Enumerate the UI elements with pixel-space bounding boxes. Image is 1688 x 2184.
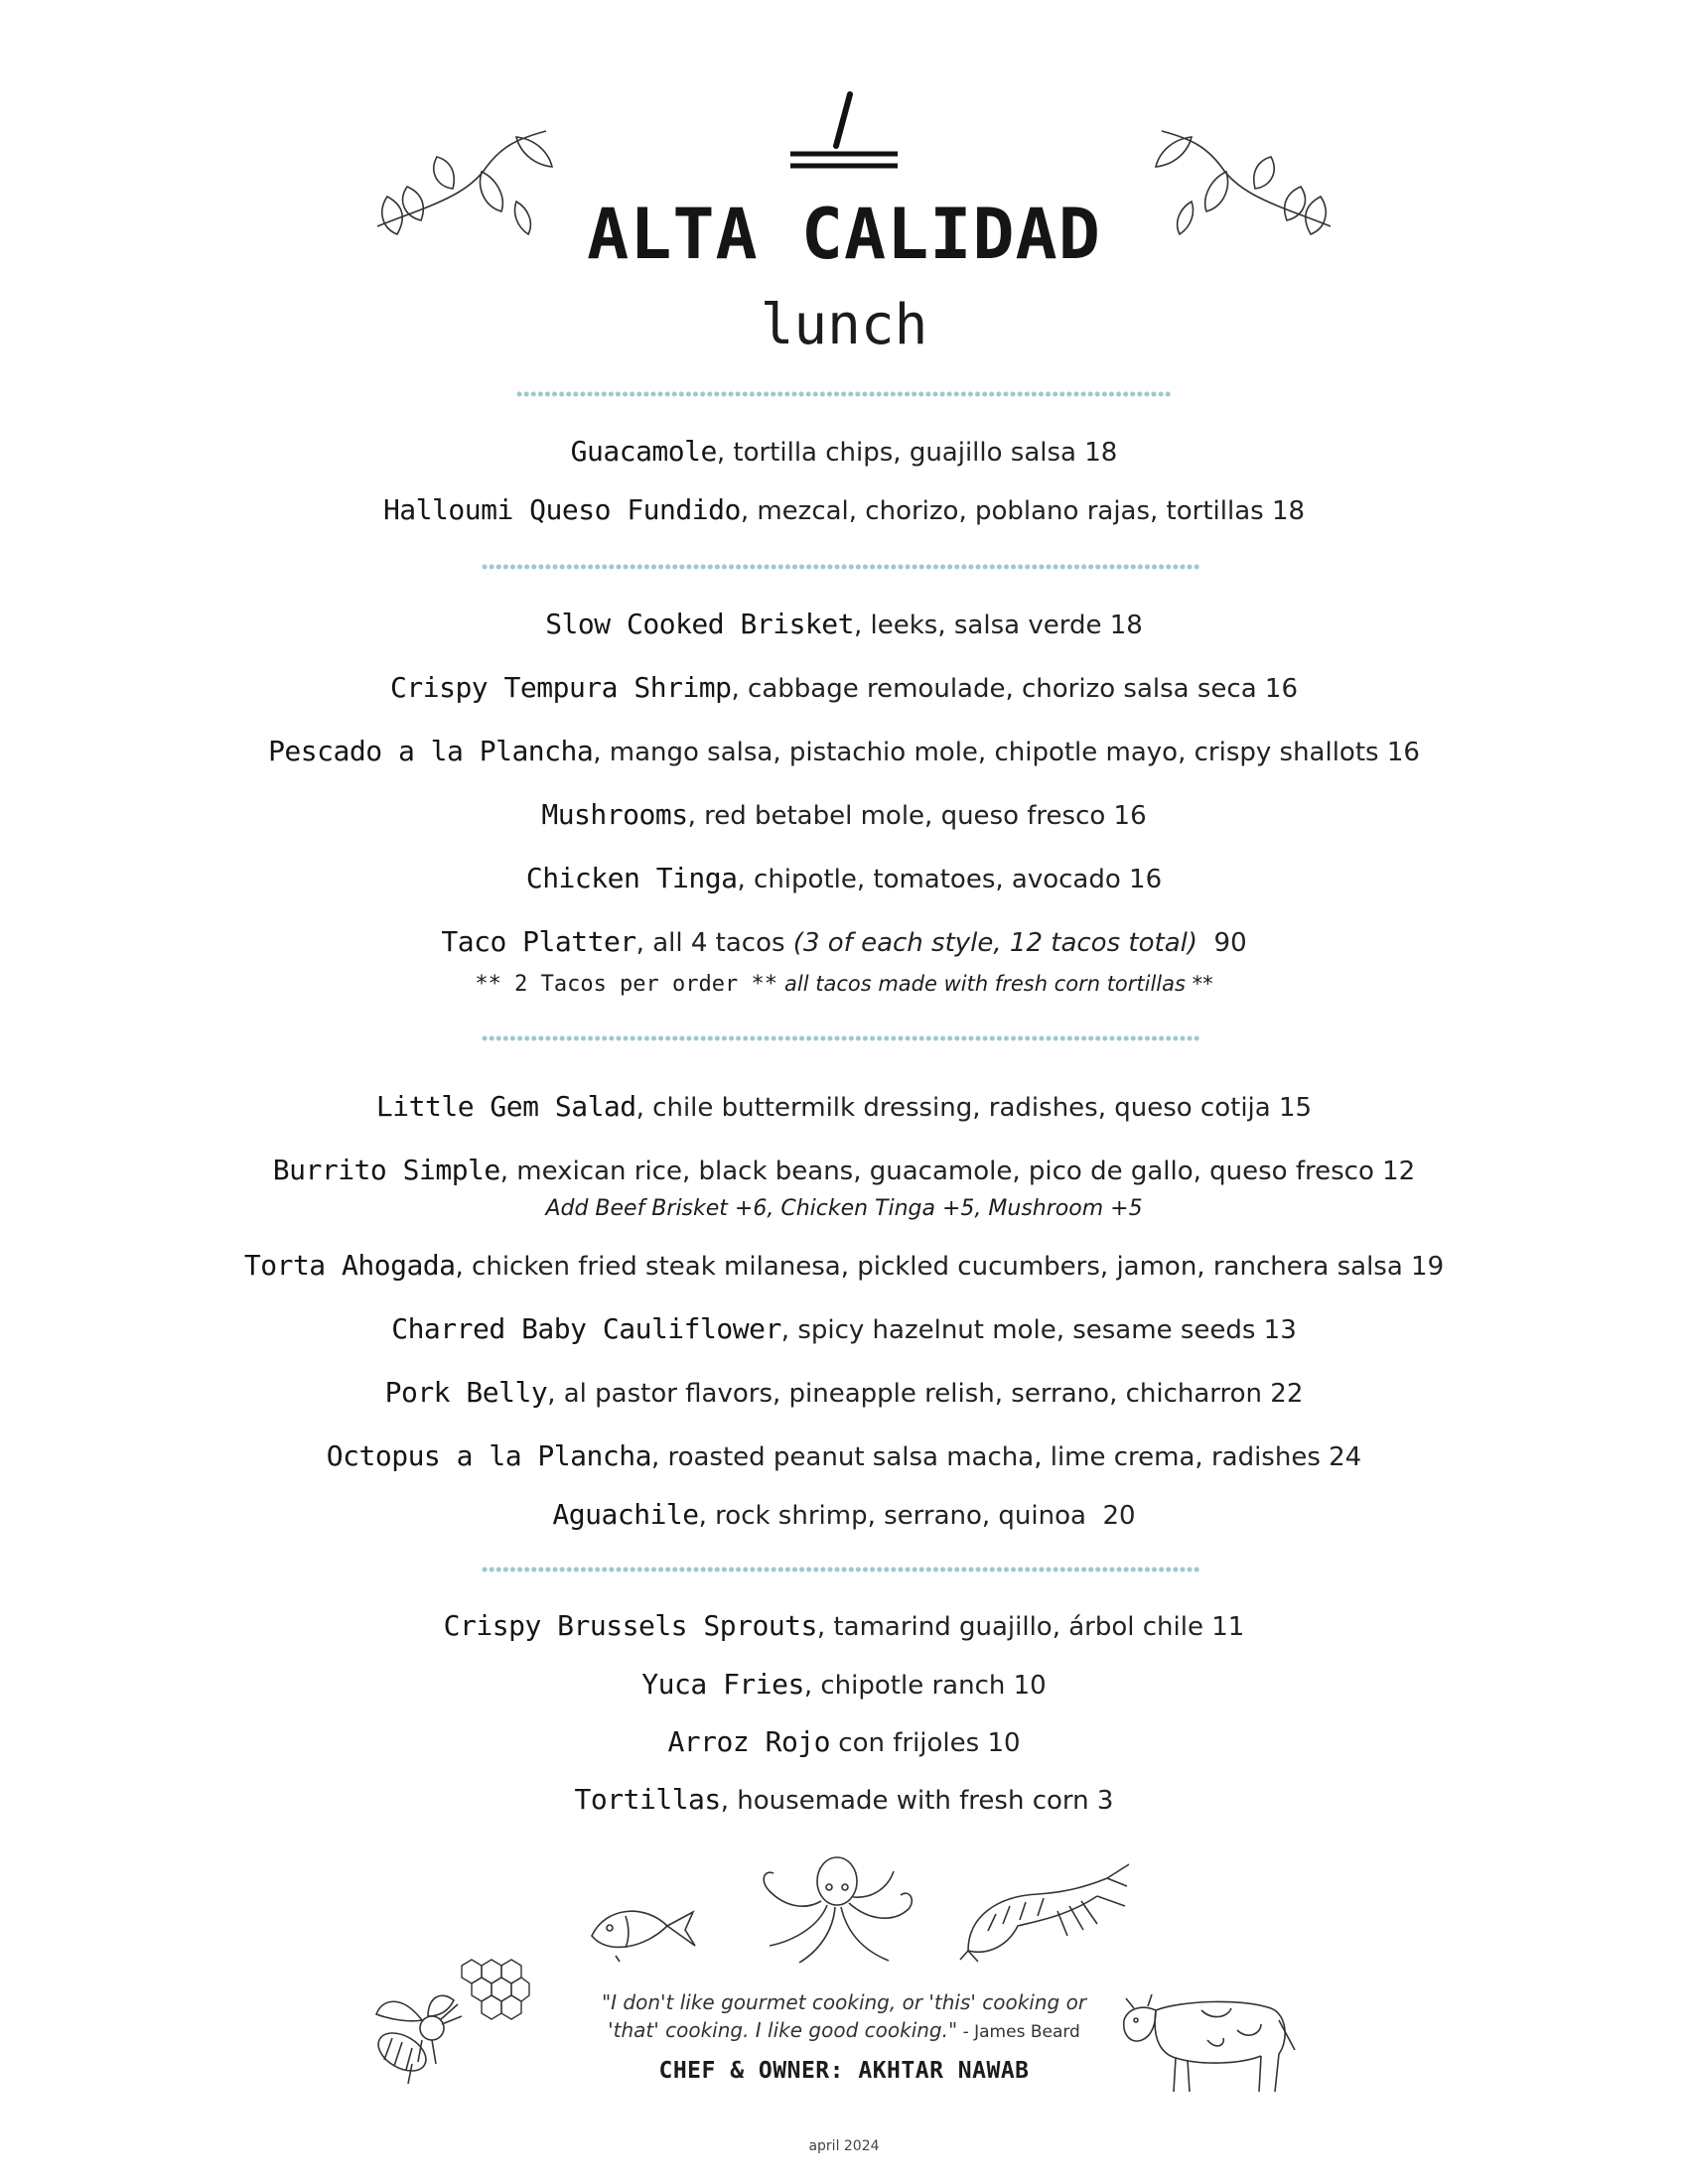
menu-item: [0, 605, 1688, 645]
restaurant-title: ALTA CALIDAD: [587, 194, 1101, 275]
menu-item-name: Chicken Tinga: [525, 862, 738, 894]
menu-item: [0, 1606, 1688, 1647]
menu-item: [0, 795, 1688, 836]
menu-item-name: Little Gem Salad: [375, 1090, 636, 1123]
menu-item-desc: , roasted peanut salsa macha, lime crema, radishes 24: [650, 1442, 1362, 1472]
menu-item-name: Burrito Simple: [272, 1154, 500, 1186]
menu-item: [0, 1087, 1688, 1128]
menu-item: [0, 1309, 1688, 1350]
burrito-addon-note: Add Beef Brisket +6, Chicken Tinga +5, Mushroom +5: [545, 1196, 1143, 1221]
menu-item: [0, 1665, 1688, 1706]
quote-author: - James Beard: [957, 2022, 1080, 2042]
menu-item: [0, 1722, 1688, 1763]
menu-item-name: Pescado a la Plancha: [268, 735, 594, 767]
menu-subtitle: lunch: [760, 293, 928, 357]
menu-item-desc: , all 4 tacos: [635, 928, 793, 958]
menu-item: [0, 490, 1688, 531]
menu-item-name: Pork Belly: [384, 1376, 548, 1409]
menu-item-desc: , red betabel mole, queso fresco 16: [687, 801, 1147, 831]
menu-item-desc: , chile buttermilk dressing, radishes, queso cotija 15: [635, 1093, 1313, 1123]
fish-icon: [586, 1886, 700, 1966]
menu-item-name: Taco Platter: [441, 925, 636, 958]
taco-note: [0, 969, 1688, 1000]
menu-item-desc: , leeks, salsa verde 18: [854, 611, 1143, 640]
menu-item-desc: , housemade with fresh corn 3: [720, 1786, 1114, 1816]
taco-note-tortillas: all tacos made with fresh corn tortillas **: [784, 972, 1213, 996]
menu-item-desc: , cabbage remoulade, chorizo salsa seca 16: [731, 674, 1298, 704]
menu-item-desc: , tamarind guajillo, árbol chile 11: [816, 1612, 1245, 1642]
menu-item-name: Halloumi Queso Fundido: [382, 493, 741, 526]
menu-item-name: Tortillas: [574, 1783, 721, 1816]
chef-owner: CHEF & OWNER: AKHTAR NAWAB: [658, 2058, 1030, 2084]
menu-item-desc: , chicken fried steak milanesa, pickled cucumbers, jamon, ranchera salsa 19: [455, 1252, 1445, 1282]
menu-item-name: Crispy Tempura Shrimp: [390, 671, 732, 704]
menu-item: [0, 1373, 1688, 1414]
divider: [0, 563, 1688, 571]
menu-item: [0, 1246, 1688, 1287]
quote-line-1: "I don't like gourmet cooking, or 'this' cooking or: [601, 1990, 1087, 2014]
quote-line-2: [0, 2016, 1688, 2046]
menu-item-desc: , spicy hazelnut mole, sesame seeds 13: [780, 1315, 1297, 1345]
menu-date: april 2024: [808, 2138, 880, 2154]
menu-item: [0, 732, 1688, 772]
menu-item-name: Guacamole: [570, 435, 717, 468]
divider: [0, 1034, 1688, 1042]
quote-line-2-text: 'that' cooking. I like good cooking.": [608, 2018, 958, 2042]
menu-item-desc: con frijoles 10: [830, 1728, 1021, 1758]
menu-item: [0, 922, 1688, 963]
menu-item-desc: , mezcal, chorizo, poblano rajas, tortillas 18: [740, 496, 1306, 526]
menu-item-name: Torta Ahogada: [243, 1249, 456, 1282]
menu-item: [0, 432, 1688, 473]
menu-item-desc: , al pastor flavors, pineapple relish, serrano, chicharron 22: [547, 1379, 1304, 1409]
menu-item-desc: , rock shrimp, serrano, quinoa 20: [698, 1501, 1136, 1531]
menu-item: [0, 668, 1688, 709]
menu-item-name: Aguachile: [552, 1498, 699, 1531]
octopus-icon: [750, 1851, 923, 1971]
menu-item-name: Arroz Rojo: [667, 1725, 831, 1758]
divider: [0, 1566, 1688, 1573]
menu-item-name: Slow Cooked Brisket: [545, 608, 854, 640]
divider: [0, 390, 1688, 398]
menu-item-name: Yuca Fries: [641, 1668, 804, 1701]
menu-item-name: Charred Baby Cauliflower: [391, 1312, 781, 1345]
quote: [0, 1988, 1688, 2046]
menu-item: [0, 1495, 1688, 1536]
logo-mark-icon: [784, 84, 904, 174]
menu-item: [0, 1780, 1688, 1821]
menu-item: [0, 1436, 1688, 1477]
taco-note-order: ** 2 Tacos per order **: [475, 972, 777, 997]
menu-item: [0, 1151, 1688, 1191]
shrimp-icon: [958, 1856, 1132, 1966]
menu-item-desc: , chipotle ranch 10: [803, 1671, 1047, 1701]
menu-item-desc: , chipotle, tomatoes, avocado 16: [737, 865, 1163, 894]
menu-item-desc-italic: (3 of each style, 12 tacos total): [792, 928, 1197, 958]
menu-item-name: Crispy Brussels Sprouts: [443, 1609, 817, 1642]
menu-item-name: Octopus a la Plancha: [326, 1439, 651, 1472]
menu-item-name: Mushrooms: [541, 798, 688, 831]
menu-item-desc: , mexican rice, black beans, guacamole, pico de gallo, queso fresco 12: [499, 1157, 1416, 1186]
menu-item-price: 90: [1197, 928, 1247, 958]
menu-item-desc: , tortilla chips, guajillo salsa 18: [716, 438, 1118, 468]
menu-item: [0, 859, 1688, 899]
menu-item-desc: , mango salsa, pistachio mole, chipotle mayo, crispy shallots 16: [593, 738, 1420, 767]
